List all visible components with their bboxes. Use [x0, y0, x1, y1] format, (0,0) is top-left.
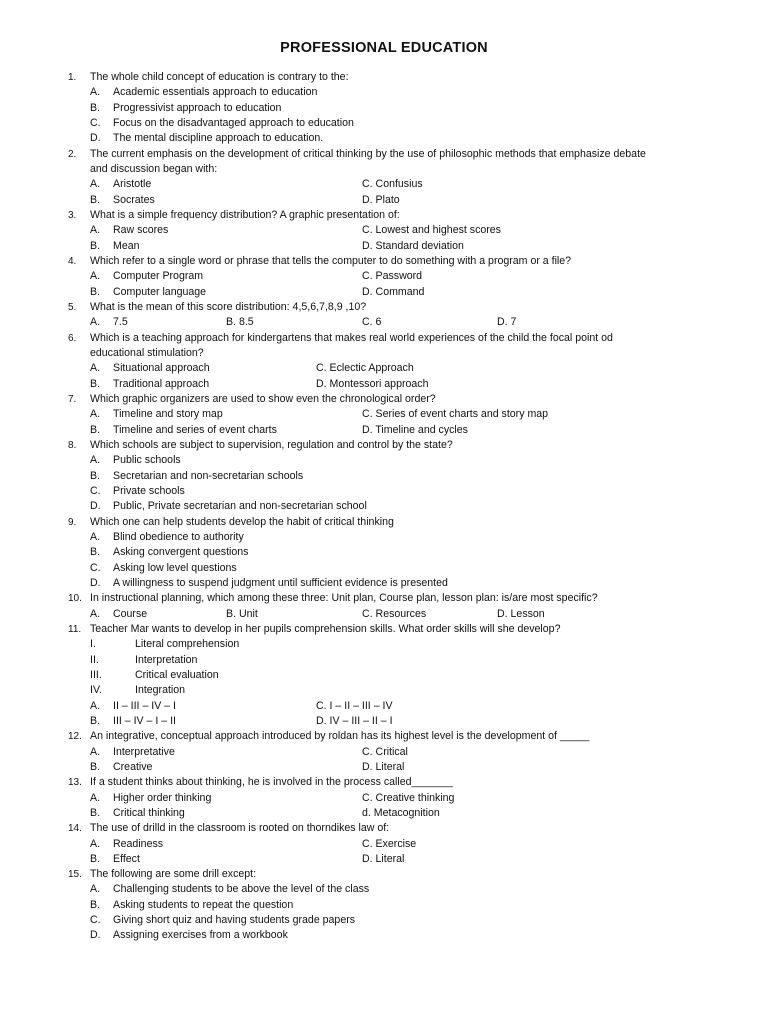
page-title: PROFESSIONAL EDUCATION	[280, 40, 488, 56]
option-text: D. Timeline and cycles	[362, 423, 468, 436]
question-text: Which one can help students develop the habit of critical thinking	[90, 515, 394, 528]
option-row	[0, 852, 768, 867]
question-text: The following are some drill except:	[90, 868, 257, 881]
question-2	[0, 147, 768, 162]
question-number: 11.	[68, 623, 82, 635]
option-row	[0, 315, 768, 330]
roman-text: Interpretation	[135, 653, 198, 666]
option-text: D. Plato	[362, 193, 400, 206]
option-text: Higher order thinking	[113, 791, 212, 804]
option-row	[0, 745, 768, 760]
option-row	[0, 806, 768, 821]
option-row	[0, 760, 768, 775]
option-letter: C.	[90, 561, 101, 574]
option-letter: B.	[90, 546, 101, 559]
option-row	[0, 530, 768, 545]
option-letter: A.	[90, 178, 101, 191]
option-row	[0, 177, 768, 192]
option-text: Interpretative	[113, 745, 175, 758]
option-row	[0, 223, 768, 238]
option-text: C. Creative thinking	[362, 791, 455, 804]
question-text: What is the mean of this score distribution: 4,5,6,7,8,9 ,10?	[90, 300, 367, 313]
option-letter: A.	[90, 837, 101, 850]
option-row	[0, 882, 768, 897]
question-6	[0, 346, 768, 361]
option-letter: D.	[90, 929, 101, 942]
option-row	[0, 407, 768, 422]
option-letter: A.	[90, 454, 101, 467]
option-letter: A.	[90, 791, 101, 804]
option-text: D. Literal	[362, 760, 405, 773]
option-text: Progressivist approach to education	[113, 101, 282, 114]
option-text: B. Unit	[226, 607, 258, 620]
option-text: D. 7	[497, 316, 517, 329]
option-text: Situational approach	[113, 362, 210, 375]
question-text: and discussion began with:	[90, 162, 218, 175]
roman-text: Integration	[135, 684, 186, 697]
roman-item	[0, 637, 768, 652]
question-number: 12.	[68, 731, 82, 743]
question-text: Which refer to a single word or phrase that tells the computer to do something with a program or a file?	[90, 254, 572, 267]
option-text: C. Series of event charts and story map	[362, 408, 549, 421]
option-row	[0, 928, 768, 943]
question-text: What is a simple frequency distribution? A graphic presentation of:	[90, 208, 400, 221]
option-text: Readiness	[113, 837, 164, 850]
option-letter: D.	[90, 500, 101, 513]
option-text: Challenging students to be above the level of the class	[113, 883, 370, 896]
question-7	[0, 392, 768, 407]
option-text: D. IV – III – II – I	[316, 714, 393, 727]
option-text: D. Standard deviation	[362, 239, 464, 252]
option-text: B. 8.5	[226, 316, 254, 329]
option-letter: C.	[90, 116, 101, 129]
option-text: Creative	[113, 760, 153, 773]
roman-numeral: III.	[90, 668, 102, 681]
option-text: Raw scores	[113, 224, 169, 237]
question-number: 14.	[68, 823, 82, 835]
roman-numeral: I.	[90, 638, 96, 651]
option-letter: B.	[90, 852, 101, 865]
option-text: Asking low level questions	[113, 561, 237, 574]
question-12	[0, 729, 768, 744]
roman-numeral: II.	[90, 653, 99, 666]
option-text: Asking convergent questions	[113, 546, 249, 559]
question-text: Which graphic organizers are used to show even the chronological order?	[90, 392, 436, 405]
question-text: Teacher Mar wants to develop in her pupils comprehension skills. What order skills will she develop?	[90, 622, 561, 635]
question-text: An integrative, conceptual approach introduced by roldan has its highest level is the development of _____	[90, 730, 590, 743]
option-row	[0, 699, 768, 714]
option-text: C. Eclectic Approach	[316, 362, 414, 375]
question-10	[0, 591, 768, 606]
option-text: C. Resources	[362, 607, 427, 620]
option-letter: A.	[90, 883, 101, 896]
option-text: Public, Private secretarian and non-secretarian school	[113, 500, 367, 513]
question-1	[0, 70, 768, 85]
option-row	[0, 361, 768, 376]
option-text: C. Password	[362, 270, 423, 283]
question-number: 10.	[68, 593, 82, 605]
option-row	[0, 576, 768, 591]
question-text: Which is a teaching approach for kindergartens that makes real world experiences of the child the focal point od	[90, 331, 613, 344]
option-text: Academic essentials approach to education	[113, 86, 318, 99]
option-row	[0, 101, 768, 116]
option-text: The mental discipline approach to education.	[113, 132, 324, 145]
option-row	[0, 423, 768, 438]
option-letter: A.	[90, 270, 101, 283]
option-letter: A.	[90, 224, 101, 237]
option-text: C. Exercise	[362, 837, 417, 850]
option-letter: D.	[90, 132, 101, 145]
question-text: Which schools are subject to supervision, regulation and control by the state?	[90, 438, 453, 451]
roman-text: Critical evaluation	[135, 668, 219, 681]
option-text: 7.5	[113, 316, 128, 329]
option-row	[0, 913, 768, 928]
roman-text: Literal comprehension	[135, 638, 240, 651]
option-row	[0, 85, 768, 100]
question-text: The current emphasis on the development of critical thinking by the use of philosophic methods that emphasize debate	[90, 147, 646, 160]
option-text: Timeline and story map	[113, 408, 223, 421]
option-row	[0, 561, 768, 576]
option-text: C. Confusius	[362, 178, 423, 191]
option-row	[0, 607, 768, 622]
option-row	[0, 377, 768, 392]
option-letter: B.	[90, 193, 101, 206]
option-text: A willingness to suspend judgment until sufficient evidence is presented	[113, 576, 448, 589]
question-number: 9.	[68, 516, 77, 528]
option-text: D. Montessori approach	[316, 377, 429, 390]
option-text: Effect	[113, 852, 140, 865]
option-row	[0, 469, 768, 484]
option-row	[0, 484, 768, 499]
option-text: Private schools	[113, 484, 185, 497]
option-letter: B.	[90, 101, 101, 114]
option-row	[0, 193, 768, 208]
option-letter: B.	[90, 806, 101, 819]
roman-numeral: IV.	[90, 684, 102, 697]
option-text: d. Metacognition	[362, 806, 440, 819]
question-4	[0, 254, 768, 269]
option-text: Socrates	[113, 193, 155, 206]
option-row	[0, 285, 768, 300]
option-row	[0, 131, 768, 146]
option-text: D. Lesson	[497, 607, 545, 620]
option-row	[0, 714, 768, 729]
option-text: Focus on the disadvantaged approach to education	[113, 116, 354, 129]
option-letter: B.	[90, 714, 101, 727]
option-text: D. Command	[362, 285, 425, 298]
roman-item	[0, 683, 768, 698]
option-letter: B.	[90, 898, 101, 911]
option-text: Mean	[113, 239, 140, 252]
option-text: Public schools	[113, 454, 181, 467]
option-letter: A.	[90, 316, 101, 329]
question-number: 15.	[68, 869, 82, 881]
option-letter: B.	[90, 239, 101, 252]
question-number: 8.	[68, 439, 77, 451]
option-row	[0, 116, 768, 131]
option-letter: B.	[90, 423, 101, 436]
question-9	[0, 515, 768, 530]
option-text: Giving short quiz and having students grade papers	[113, 914, 356, 927]
option-letter: A.	[90, 362, 101, 375]
option-text: III – IV – I – II	[113, 714, 177, 727]
question-text: educational stimulation?	[90, 346, 204, 359]
question-14	[0, 821, 768, 836]
option-letter: A.	[90, 699, 101, 712]
option-text: Secretarian and non-secretarian schools	[113, 469, 304, 482]
option-row	[0, 837, 768, 852]
option-letter: C.	[90, 914, 101, 927]
question-number: 3.	[68, 209, 77, 221]
question-text: In instructional planning, which among these three: Unit plan, Course plan, lesson plan: is/are most specific?	[90, 592, 598, 605]
option-letter: B.	[90, 285, 101, 298]
question-number: 5.	[68, 301, 77, 313]
option-letter: B.	[90, 760, 101, 773]
option-text: Course	[113, 607, 148, 620]
option-text: Timeline and series of event charts	[113, 423, 277, 436]
question-5	[0, 300, 768, 315]
question-number: 6.	[68, 332, 77, 344]
option-text: Asking students to repeat the question	[113, 898, 294, 911]
option-text: II – III – IV – I	[113, 699, 177, 712]
option-letter: A.	[90, 86, 101, 99]
question-6	[0, 331, 768, 346]
option-text: Computer language	[113, 285, 207, 298]
option-letter: A.	[90, 745, 101, 758]
question-2	[0, 162, 768, 177]
option-text: C. Critical	[362, 745, 408, 758]
question-number: 13.	[68, 777, 82, 789]
question-11	[0, 622, 768, 637]
option-row	[0, 898, 768, 913]
option-row	[0, 545, 768, 560]
question-number: 7.	[68, 393, 77, 405]
option-row	[0, 791, 768, 806]
roman-item	[0, 668, 768, 683]
option-row	[0, 269, 768, 284]
question-text: If a student thinks about thinking, he is involved in the process called_______	[90, 776, 453, 789]
question-text: The whole child concept of education is contrary to the:	[90, 71, 349, 83]
question-number: 1.	[68, 72, 77, 83]
option-letter: B.	[90, 377, 101, 390]
option-row	[0, 239, 768, 254]
question-text: The use of drilld in the classroom is rooted on thorndikes law of:	[90, 822, 390, 835]
option-text: C. Lowest and highest scores	[362, 224, 501, 237]
question-3	[0, 208, 768, 223]
option-text: Blind obedience to authority	[113, 530, 244, 543]
option-letter: A.	[90, 408, 101, 421]
question-15	[0, 867, 768, 882]
option-text: Critical thinking	[113, 806, 185, 819]
option-text: C. I – II – III – IV	[316, 699, 393, 712]
option-row	[0, 453, 768, 468]
option-text: C. 6	[362, 316, 382, 329]
question-number: 4.	[68, 255, 77, 267]
question-number: 2.	[68, 148, 77, 160]
option-row	[0, 499, 768, 514]
option-text: Traditional approach	[113, 377, 210, 390]
option-letter: A.	[90, 607, 101, 620]
question-8	[0, 438, 768, 453]
roman-item	[0, 653, 768, 668]
option-letter: C.	[90, 484, 101, 497]
question-13	[0, 775, 768, 790]
option-letter: B.	[90, 469, 101, 482]
option-text: Aristotle	[113, 178, 152, 191]
option-text: D. Literal	[362, 852, 405, 865]
option-letter: A.	[90, 530, 101, 543]
option-text: Computer Program	[113, 270, 204, 283]
option-letter: D.	[90, 576, 101, 589]
option-text: Assigning exercises from a workbook	[113, 929, 288, 942]
